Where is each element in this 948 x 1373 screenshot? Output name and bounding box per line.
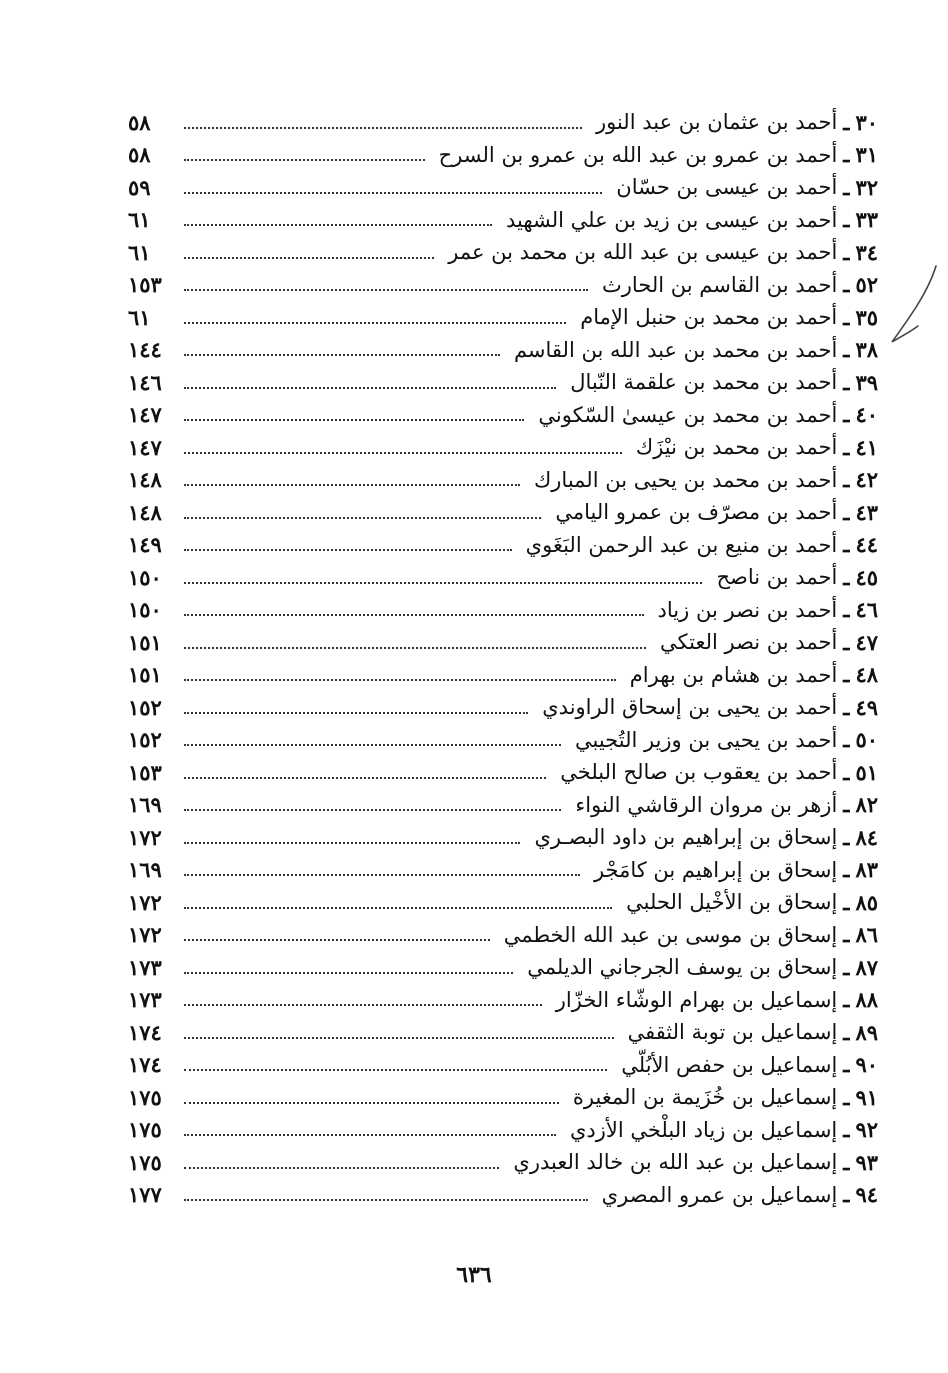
- dot-leader: [184, 743, 561, 746]
- dot-leader: [184, 841, 520, 844]
- entry-page-number: ١٤٨: [128, 467, 162, 493]
- entry-name: أحمد بن محمد بن حنبل الإمام: [580, 305, 838, 330]
- index-entry: [128, 269, 878, 302]
- entry-number: ٣١: [855, 142, 878, 168]
- entry-page-number: ١٤٨: [128, 499, 162, 525]
- entry-number: ٩٢: [855, 1117, 878, 1143]
- entry-page-number: ١٤٧: [128, 434, 162, 460]
- index-entry: [128, 626, 878, 659]
- dot-leader: [184, 1036, 614, 1039]
- entry-name: إسماعيل بن عبد الله بن خالد العبدري: [513, 1150, 838, 1175]
- dot-leader: [184, 451, 622, 454]
- dot-leader: [184, 1133, 556, 1136]
- index-entry: [128, 334, 878, 367]
- entry-name: أحمد بن محمد بن نيْزَك: [635, 435, 838, 460]
- entry-number: ٣٠: [855, 109, 878, 135]
- entry-separator: ـ: [843, 759, 850, 785]
- dot-leader: [184, 678, 616, 681]
- entry-page-number: ١٧٢: [128, 889, 162, 915]
- dot-leader: [184, 938, 490, 941]
- entry-name: أحمد بن عيسى بن حسّان: [616, 175, 838, 200]
- entry-page-number: ١٥١: [128, 662, 162, 688]
- dot-leader: [184, 548, 512, 551]
- entry-separator: ـ: [843, 369, 850, 395]
- dot-leader: [184, 158, 425, 161]
- index-entry: [128, 139, 878, 172]
- index-entry: [128, 496, 878, 529]
- entry-name: إسماعيل بن حفص الأبُلّي: [621, 1052, 838, 1077]
- index-entry: [128, 1146, 878, 1179]
- entry-number: ٤٢: [855, 467, 878, 493]
- index-entry: [128, 691, 878, 724]
- entry-number: ٤٠: [855, 402, 878, 428]
- dot-leader: [184, 808, 561, 811]
- entry-number: ٩٠: [855, 1052, 878, 1078]
- entry-separator: ـ: [843, 467, 850, 493]
- entry-separator: ـ: [843, 304, 850, 330]
- entry-name: إسحاق بن الأخْيل الحلبي: [626, 890, 838, 915]
- entry-number: ٤١: [855, 434, 878, 460]
- index-entry: [128, 366, 878, 399]
- index-entry: [128, 1081, 878, 1114]
- entry-separator: ـ: [843, 272, 850, 298]
- entry-name: إسماعيل بن عمرو المصري: [601, 1182, 838, 1207]
- entry-number: ٣٤: [855, 239, 878, 265]
- entry-name: أحمد بن محمد بن عبد الله بن القاسم: [513, 337, 838, 362]
- entry-name: إسحاق بن يوسف الجرجاني الديلمي: [527, 955, 838, 980]
- index-entry: [128, 756, 878, 789]
- index-entry: [128, 301, 878, 334]
- dot-leader: [184, 223, 492, 226]
- dot-leader: [184, 971, 513, 974]
- dot-leader: [184, 1068, 607, 1071]
- dot-leader: [184, 1166, 499, 1169]
- index-entry: [128, 236, 878, 269]
- entry-page-number: ١٥٣: [128, 272, 162, 298]
- entry-name: أحمد بن محمد بن يحيى بن المبارك: [533, 467, 838, 492]
- entry-separator: ـ: [843, 727, 850, 753]
- index-entry: [128, 594, 878, 627]
- entry-name: أحمد بن يحيى بن وزير التُجيبي: [575, 727, 838, 752]
- entry-page-number: ١٤٩: [128, 532, 162, 558]
- entry-number: ٣٩: [855, 369, 878, 395]
- entry-separator: ـ: [843, 1149, 850, 1175]
- entry-page-number: ١٤٧: [128, 402, 162, 428]
- entry-number: ٨٨: [855, 987, 878, 1013]
- dot-leader: [184, 776, 546, 779]
- entry-page-number: ١٧٧: [128, 1182, 162, 1208]
- entry-number: ٥٠: [855, 727, 878, 753]
- entry-page-number: ٦١: [128, 239, 151, 265]
- entry-separator: ـ: [843, 597, 850, 623]
- entry-separator: ـ: [843, 239, 850, 265]
- dot-leader: [184, 516, 541, 519]
- entry-page-number: ١٦٩: [128, 792, 162, 818]
- entry-separator: ـ: [843, 207, 850, 233]
- entry-separator: ـ: [843, 987, 850, 1013]
- index-entry: [128, 1179, 878, 1212]
- dot-leader: [184, 418, 524, 421]
- entry-number: ٤٦: [855, 597, 878, 623]
- entry-separator: ـ: [843, 142, 850, 168]
- entry-page-number: ١٤٦: [128, 369, 162, 395]
- dot-leader: [184, 711, 528, 714]
- entry-page-number: ٥٨: [128, 142, 151, 168]
- index-entry: [128, 464, 878, 497]
- index-entry: [128, 529, 878, 562]
- entry-name: أحمد بن القاسم بن الحارث: [602, 272, 838, 297]
- dot-leader: [184, 191, 602, 194]
- entry-name: إسماعيل بن بهرام الوشّاء الخزّار: [555, 987, 838, 1012]
- entry-number: ٩١: [855, 1084, 878, 1110]
- index-entry: [128, 171, 878, 204]
- entry-name: أحمد بن عيسى بن عبد الله بن محمد بن عمر: [448, 240, 838, 265]
- entry-page-number: ١٥٠: [128, 597, 162, 623]
- entry-name: إسحاق بن إبراهيم بن كامَجْر: [593, 857, 838, 882]
- entry-page-number: ١٥٠: [128, 564, 162, 590]
- entry-separator: ـ: [843, 1019, 850, 1045]
- entry-page-number: ١٤٤: [128, 337, 162, 363]
- entry-separator: ـ: [843, 564, 850, 590]
- entry-page-number: ١٧٤: [128, 1019, 162, 1045]
- entry-separator: ـ: [843, 824, 850, 850]
- entry-separator: ـ: [843, 499, 850, 525]
- entry-page-number: ١٧٣: [128, 987, 162, 1013]
- index-entry: [128, 984, 878, 1017]
- dot-leader: [184, 256, 434, 259]
- entry-separator: ـ: [843, 1117, 850, 1143]
- entry-separator: ـ: [843, 1182, 850, 1208]
- entry-name: أحمد بن عثمان بن عبد النور: [595, 110, 838, 135]
- entry-name: أحمد بن منيع بن عبد الرحمن البَغَوي: [525, 532, 838, 557]
- entry-separator: ـ: [843, 954, 850, 980]
- entry-page-number: ٦١: [128, 304, 151, 330]
- dot-leader: [184, 483, 520, 486]
- entry-name: أحمد بن ناصح: [716, 565, 838, 590]
- dot-leader: [184, 646, 646, 649]
- entry-page-number: ١٧٥: [128, 1084, 162, 1110]
- entry-number: ٣٥: [855, 304, 878, 330]
- entry-page-number: ٥٩: [128, 174, 151, 200]
- index-entry: [128, 431, 878, 464]
- dot-leader: [184, 353, 500, 356]
- dot-leader: [184, 1003, 542, 1006]
- entry-number: ٩٤: [855, 1182, 878, 1208]
- index-entry: [128, 1114, 878, 1147]
- dot-leader: [184, 581, 702, 584]
- entry-separator: ـ: [843, 629, 850, 655]
- entry-separator: ـ: [843, 694, 850, 720]
- entry-name: أحمد بن هشام بن بهرام: [629, 662, 838, 687]
- entry-separator: ـ: [843, 1084, 850, 1110]
- entry-number: ٣٢: [855, 174, 878, 200]
- index-entry: [128, 561, 878, 594]
- entry-number: ٥١: [855, 759, 878, 785]
- index-entry: [128, 854, 878, 887]
- entry-number: ٥٢: [855, 272, 878, 298]
- entry-number: ٤٤: [855, 532, 878, 558]
- index-entry: [128, 821, 878, 854]
- entry-page-number: ١٧٥: [128, 1117, 162, 1143]
- entry-name: إسماعيل بن زياد البلْخي الأزدي: [569, 1117, 838, 1142]
- entry-page-number: ١٥٣: [128, 759, 162, 785]
- page-number: ٦٣٦: [456, 1262, 492, 1288]
- index-entry: [128, 106, 878, 139]
- index-entry: [128, 204, 878, 237]
- entry-separator: ـ: [843, 174, 850, 200]
- entry-separator: ـ: [843, 109, 850, 135]
- dot-leader: [184, 1198, 588, 1201]
- dot-leader: [184, 321, 566, 324]
- entry-separator: ـ: [843, 337, 850, 363]
- entry-name: أزهر بن مروان الرقاشي النواء: [575, 792, 838, 817]
- entry-name: أحمد بن نصر بن زياد: [657, 597, 838, 622]
- index-entry: [128, 789, 878, 822]
- handwritten-check-mark: [888, 262, 948, 352]
- entry-page-number: ١٧٢: [128, 824, 162, 850]
- entry-separator: ـ: [843, 434, 850, 460]
- entry-name: أحمد بن يعقوب بن صالح البلخي: [560, 760, 838, 785]
- index-entry: [128, 1049, 878, 1082]
- entry-number: ٤٥: [855, 564, 878, 590]
- entry-number: ٣٣: [855, 207, 878, 233]
- entry-name: أحمد بن نصر العتكي: [660, 630, 838, 655]
- entry-separator: ـ: [843, 792, 850, 818]
- entry-name: أحمد بن مصرّف بن عمرو اليامي: [555, 500, 838, 525]
- entry-number: ٤٨: [855, 662, 878, 688]
- entry-name: أحمد بن عيسى بن زيد بن علي الشهيد: [505, 207, 838, 232]
- entry-page-number: ١٧٢: [128, 922, 162, 948]
- dot-leader: [184, 386, 556, 389]
- entry-name: إسماعيل بن خُزَيمة بن المغيرة: [572, 1085, 838, 1110]
- entry-separator: ـ: [843, 532, 850, 558]
- entry-number: ٨٩: [855, 1019, 878, 1045]
- index-entry: [128, 659, 878, 692]
- entry-name: أحمد بن عمرو بن عبد الله بن عمرو بن السرح: [438, 142, 838, 167]
- name-index-list: [128, 106, 878, 1211]
- entry-page-number: ١٥٢: [128, 727, 162, 753]
- dot-leader: [184, 1101, 559, 1104]
- entry-page-number: ١٦٩: [128, 857, 162, 883]
- index-entry: [128, 399, 878, 432]
- entry-separator: ـ: [843, 889, 850, 915]
- entry-number: ٨٦: [855, 922, 878, 948]
- entry-name: إسماعيل بن توبة الثقفي: [627, 1020, 838, 1045]
- entry-number: ٨٢: [855, 792, 878, 818]
- entry-name: إسحاق بن موسى بن عبد الله الخطمي: [503, 922, 838, 947]
- dot-leader: [184, 906, 612, 909]
- entry-name: أحمد بن محمد بن علقمة النّبال: [570, 370, 838, 395]
- index-entry: [128, 1016, 878, 1049]
- entry-number: ٤٣: [855, 499, 878, 525]
- entry-name: أحمد بن يحيى بن إسحاق الراوندي: [542, 695, 838, 720]
- entry-number: ٨٧: [855, 954, 878, 980]
- entry-page-number: ٦١: [128, 207, 151, 233]
- dot-leader: [184, 126, 582, 129]
- dot-leader: [184, 873, 580, 876]
- entry-page-number: ١٥١: [128, 629, 162, 655]
- index-entry: [128, 951, 878, 984]
- entry-number: ٨٤: [855, 824, 878, 850]
- entry-number: ٨٥: [855, 889, 878, 915]
- entry-separator: ـ: [843, 922, 850, 948]
- entry-page-number: ١٥٢: [128, 694, 162, 720]
- entry-page-number: ١٧٤: [128, 1052, 162, 1078]
- index-entry: [128, 724, 878, 757]
- entry-separator: ـ: [843, 402, 850, 428]
- entry-separator: ـ: [843, 857, 850, 883]
- dot-leader: [184, 288, 588, 291]
- entry-page-number: ١٧٣: [128, 954, 162, 980]
- dot-leader: [184, 613, 644, 616]
- entry-separator: ـ: [843, 662, 850, 688]
- entry-number: ٩٣: [855, 1149, 878, 1175]
- index-entry: [128, 886, 878, 919]
- index-entry: [128, 919, 878, 952]
- entry-number: ٤٩: [855, 694, 878, 720]
- entry-page-number: ٥٨: [128, 109, 151, 135]
- entry-name: إسحاق بن إبراهيم بن داود البصـري: [534, 825, 838, 850]
- entry-number: ٣٨: [855, 337, 878, 363]
- entry-page-number: ١٧٥: [128, 1149, 162, 1175]
- entry-number: ٤٧: [855, 629, 878, 655]
- entry-separator: ـ: [843, 1052, 850, 1078]
- entry-name: أحمد بن محمد بن عيسىٰ السّكوني: [538, 402, 838, 427]
- entry-number: ٨٣: [855, 857, 878, 883]
